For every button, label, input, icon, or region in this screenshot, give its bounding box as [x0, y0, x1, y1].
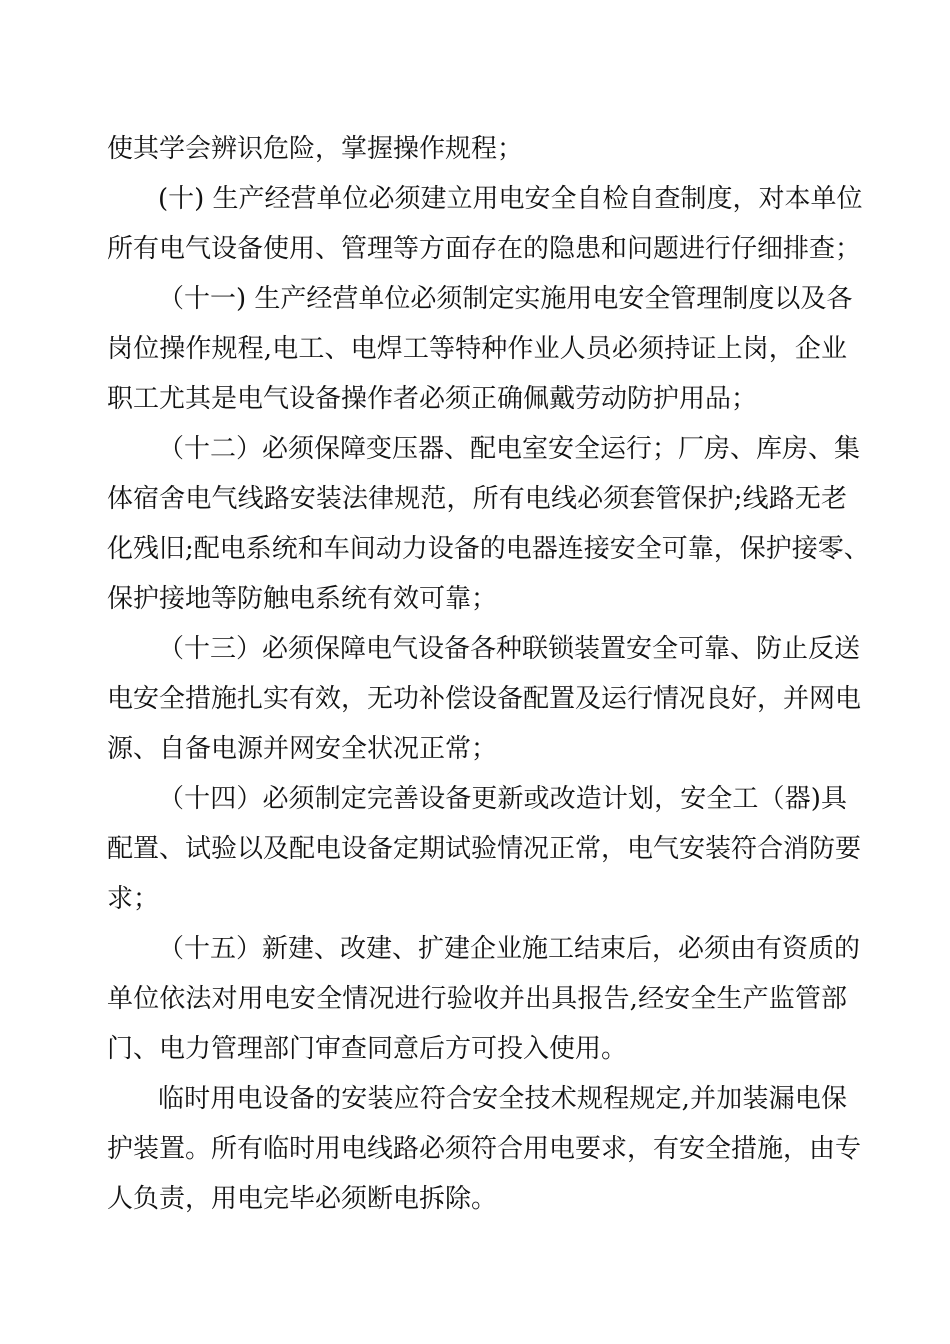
paragraph-10-line-2: 所有电气设备使用、管理等方面存在的隐患和问题进行仔细排查； [107, 234, 862, 264]
paragraph-11-line-2: 岗位操作规程,电工、电焊工等特种作业人员必须持证上岗，企业 [107, 334, 847, 364]
paragraph-14-line-3: 求； [107, 884, 160, 914]
paragraph-9-line-2: 使其学会辨识危险，掌握操作规程； [107, 134, 524, 164]
paragraph-temp-line-3: 人负责，用电完毕必须断电拆除。 [107, 1184, 498, 1214]
paragraph-temp-line-1: 临时用电设备的安装应符合安全技术规程规定,并加装漏电保 [158, 1084, 847, 1114]
paragraph-12-line-3: 化残旧;配电系统和车间动力设备的电器连接安全可靠，保护接零、 [107, 534, 870, 564]
paragraph-11-line-3: 职工尤其是电气设备操作者必须正确佩戴劳动防护用品； [107, 384, 758, 414]
paragraph-temp-line-2: 护装置。所有临时用电线路必须符合用电要求，有安全措施，由专 [107, 1134, 862, 1164]
paragraph-14-line-1: （十四）必须制定完善设备更新或改造计划，安全工（器)具 [158, 784, 847, 814]
paragraph-10-line-1: (十) 生产经营单位必须建立用电安全自检自查制度，对本单位 [158, 184, 863, 214]
paragraph-13-line-3: 源、自备电源并网安全状况正常； [107, 734, 498, 764]
paragraph-13-line-2: 电安全措施扎实有效，无功补偿设备配置及运行情况良好，并网电 [107, 684, 862, 714]
paragraph-15-line-1: （十五）新建、改建、扩建企业施工结束后，必须由有资质的 [158, 934, 861, 964]
paragraph-12-line-2: 体宿舍电气线路安装法律规范，所有电线必须套管保护;线路无老 [107, 484, 847, 514]
paragraph-15-line-2: 单位依法对用电安全情况进行验收并出具报告,经安全生产监管部 [107, 984, 847, 1014]
paragraph-13-line-1: （十三）必须保障电气设备各种联锁装置安全可靠、防止反送 [158, 634, 861, 664]
paragraph-11-line-1: （十一) 生产经营单位必须制定实施用电安全管理制度以及各 [158, 284, 853, 314]
paragraph-15-line-3: 门、电力管理部门审查同意后方可投入使用。 [107, 1034, 628, 1064]
paragraph-14-line-2: 配置、试验以及配电设备定期试验情况正常，电气安装符合消防要 [107, 834, 862, 864]
paragraph-12-line-4: 保护接地等防触电系统有效可靠； [107, 584, 498, 614]
paragraph-12-line-1: （十二）必须保障变压器、配电室安全运行；厂房、库房、集 [158, 434, 861, 464]
